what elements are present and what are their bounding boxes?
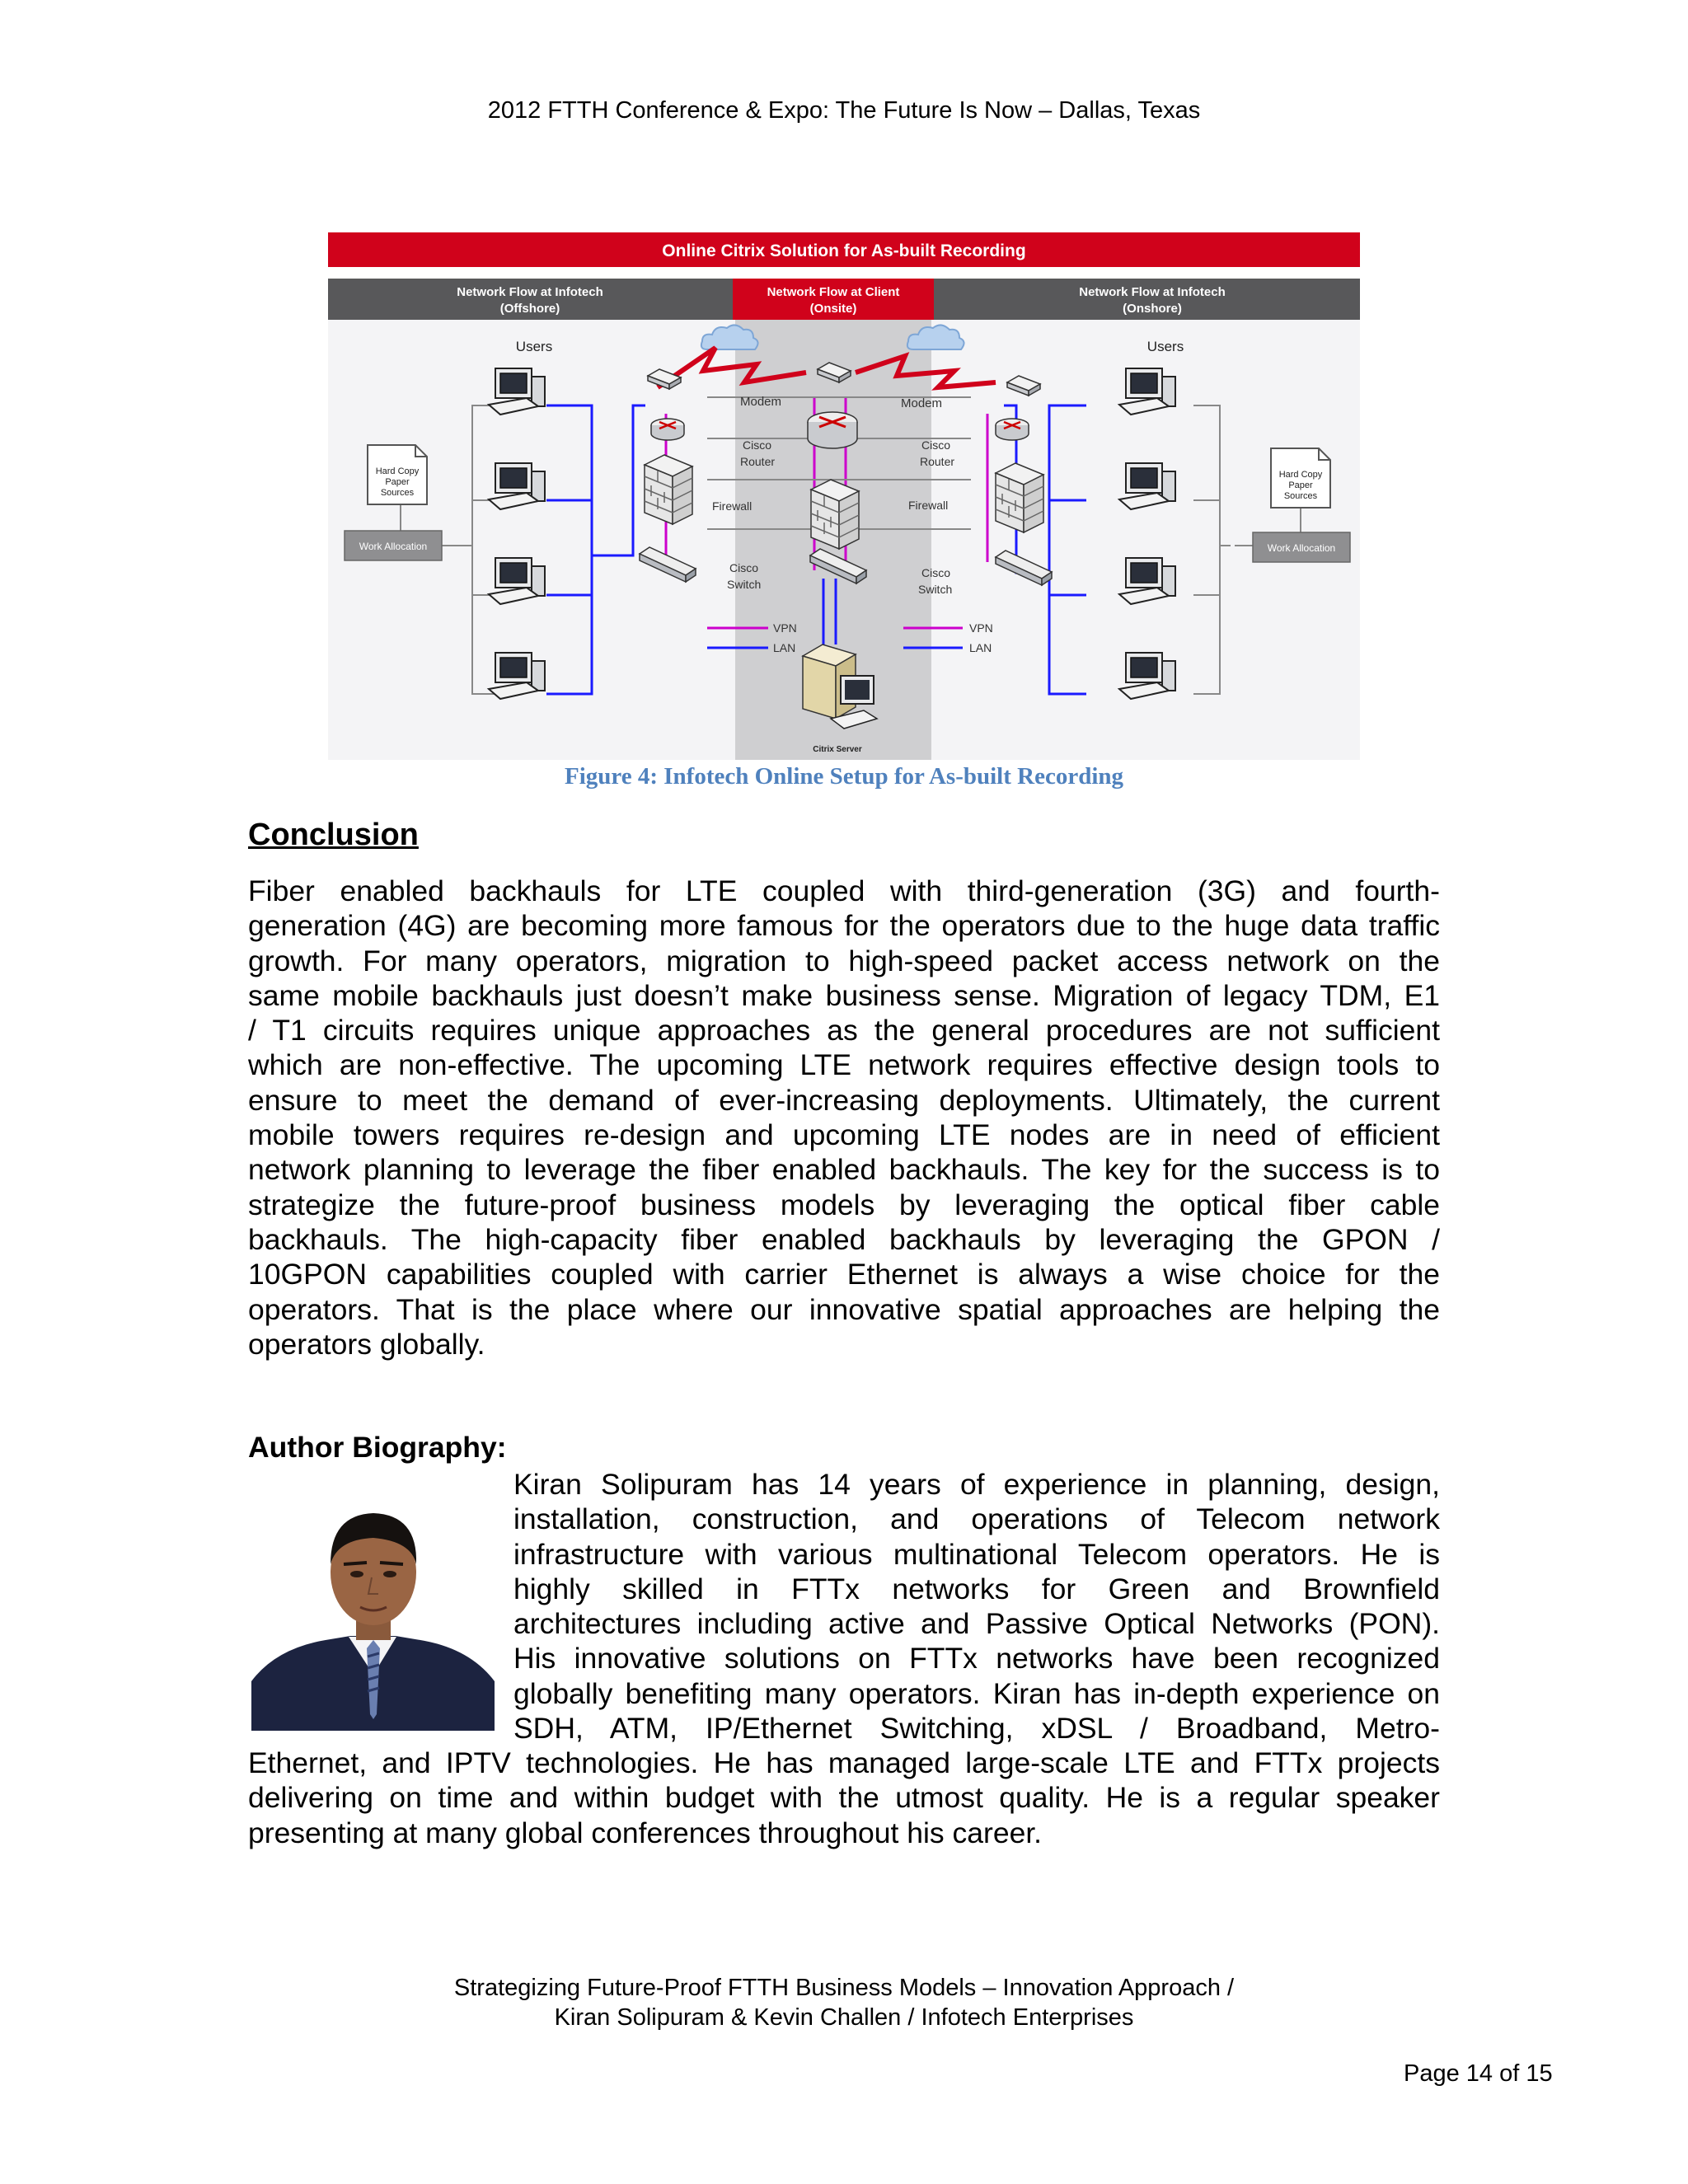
conclusion-paragraph <box>248 874 1440 1361</box>
network-diagram <box>328 232 1360 760</box>
text-line: / T1 circuits requires unique approaches as the general procedures are not sufficient <box>248 1014 1440 1047</box>
biography-heading: Author Biography: <box>248 1431 507 1464</box>
text-line: operators. That is the place where our innovative spatial approaches are helping the <box>248 1292 1440 1326</box>
svg-text:Switch: Switch <box>727 578 762 591</box>
text-line: backhauls. The high-capacity fiber enabled backhauls by leveraging the GPON / <box>248 1222 1440 1256</box>
conclusion-heading: Conclusion <box>248 818 419 852</box>
svg-text:Work Allocation: Work Allocation <box>359 541 428 552</box>
svg-text:Modem: Modem <box>740 395 782 409</box>
text-line: mobile towers requires re-design and upcoming LTE nodes are in need of efficient <box>248 1118 1440 1152</box>
svg-text:Users: Users <box>515 339 553 354</box>
text-line: strategize the future-proof business models by leveraging the optical fiber cable <box>248 1188 1440 1221</box>
svg-text:Cisco: Cisco <box>921 438 951 452</box>
text-line: network planning to leverage the fiber enabled backhauls. The key for the success is to <box>248 1153 1440 1187</box>
svg-text:Online Citrix Solution for As-: Online Citrix Solution for As-built Recording <box>662 241 1026 260</box>
footer-line: Kiran Solipuram & Kevin Challen / Infotech Enterprises <box>554 2004 1134 2031</box>
page-footer <box>0 1973 1688 2032</box>
text-line: same mobile backhauls just doesn’t make business sense. Migration of legacy TDM, E1 <box>248 978 1440 1012</box>
svg-text:LAN: LAN <box>969 641 992 654</box>
biography-wrapped-text <box>513 1467 1440 1746</box>
text-line: generation (4G) are becoming more famous for the operators due to the huge data traffic <box>248 909 1440 943</box>
svg-text:LAN: LAN <box>773 641 796 654</box>
text-line: installation, construction, and operations of Telecom network <box>513 1502 1440 1536</box>
text-line: operators globally. <box>248 1327 485 1361</box>
svg-text:(Onsite): (Onsite) <box>809 302 857 316</box>
svg-text:Firewall: Firewall <box>908 499 949 512</box>
text-line: globally benefiting many operators. Kiran has in-depth experience on <box>513 1676 1440 1710</box>
svg-text:Cisco: Cisco <box>743 438 772 452</box>
svg-text:Router: Router <box>740 455 776 468</box>
svg-text:Network Flow at Client: Network Flow at Client <box>767 285 900 299</box>
svg-text:Modem: Modem <box>901 396 943 410</box>
text-line: 10GPON capabilities coupled with carrier Ethernet is always a wise choice for the <box>248 1258 1440 1291</box>
text-line: highly skilled in FTTx networks for Green and Brownfield <box>513 1572 1440 1605</box>
biography-full-text <box>248 1746 1440 1850</box>
svg-text:Users: Users <box>1146 339 1184 354</box>
svg-text:Work Allocation: Work Allocation <box>1267 542 1336 554</box>
text-line: presenting at many global conferences throughout his career. <box>248 1816 1043 1849</box>
svg-text:Sources: Sources <box>1283 491 1318 501</box>
svg-text:Switch: Switch <box>918 583 953 596</box>
footer-line: Strategizing Future-Proof FTTH Business Models – Innovation Approach / <box>453 1975 1235 2001</box>
text-line: His innovative solutions on FTTx networks have been recognized <box>513 1642 1440 1675</box>
svg-text:Citrix Server: Citrix Server <box>813 745 862 754</box>
svg-text:VPN: VPN <box>969 621 993 635</box>
text-line: Kiran Solipuram has 14 years of experience in planning, design, <box>513 1468 1440 1501</box>
svg-text:Hard Copy: Hard Copy <box>375 466 420 476</box>
svg-text:Router: Router <box>920 455 955 468</box>
svg-text:Hard Copy: Hard Copy <box>1278 470 1323 480</box>
svg-text:Sources: Sources <box>380 488 415 498</box>
text-line: infrastructure with various multinational Telecom operators. He is <box>513 1537 1440 1571</box>
author-photo <box>251 1492 495 1731</box>
svg-text:Firewall: Firewall <box>712 499 753 513</box>
svg-text:Network Flow at Infotech: Network Flow at Infotech <box>1079 285 1226 299</box>
page-header: 2012 FTTH Conference & Expo: The Future Is Now – Dallas, Texas <box>487 97 1201 124</box>
svg-text:Cisco: Cisco <box>729 561 759 574</box>
text-line: Fiber enabled backhauls for LTE coupled with third-generation (3G) and fourth- <box>248 874 1440 907</box>
svg-text:Paper: Paper <box>1288 480 1313 490</box>
svg-text:VPN: VPN <box>773 621 797 635</box>
text-line: which are non-effective. The upcoming LTE network requires effective design tools to <box>248 1048 1440 1082</box>
text-line: growth. For many operators, migration to high-speed packet access network on the <box>248 944 1440 977</box>
svg-text:(Onshore): (Onshore) <box>1123 302 1182 316</box>
text-line: ensure to meet the demand of ever-increasing deployments. Ultimately, the current <box>248 1083 1440 1117</box>
text-line: Ethernet, and IPTV technologies. He has managed large-scale LTE and FTTx projects <box>248 1746 1440 1779</box>
svg-text:Cisco: Cisco <box>921 566 951 579</box>
text-line: delivering on time and within budget with the utmost quality. He is a regular speaker <box>248 1781 1440 1815</box>
svg-text:Network Flow at Infotech: Network Flow at Infotech <box>457 285 603 299</box>
page-number: Page 14 of 15 <box>1404 2060 1553 2087</box>
figure-caption: Figure 4: Infotech Online Setup for As-built Recording <box>564 763 1124 790</box>
svg-text:(Offshore): (Offshore) <box>499 302 560 316</box>
text-line: SDH, ATM, IP/Ethernet Switching, xDSL / Broadband, Metro- <box>513 1712 1440 1746</box>
svg-text:Paper: Paper <box>385 477 410 487</box>
text-line: architectures including active and Passive Optical Networks (PON). <box>513 1607 1440 1641</box>
